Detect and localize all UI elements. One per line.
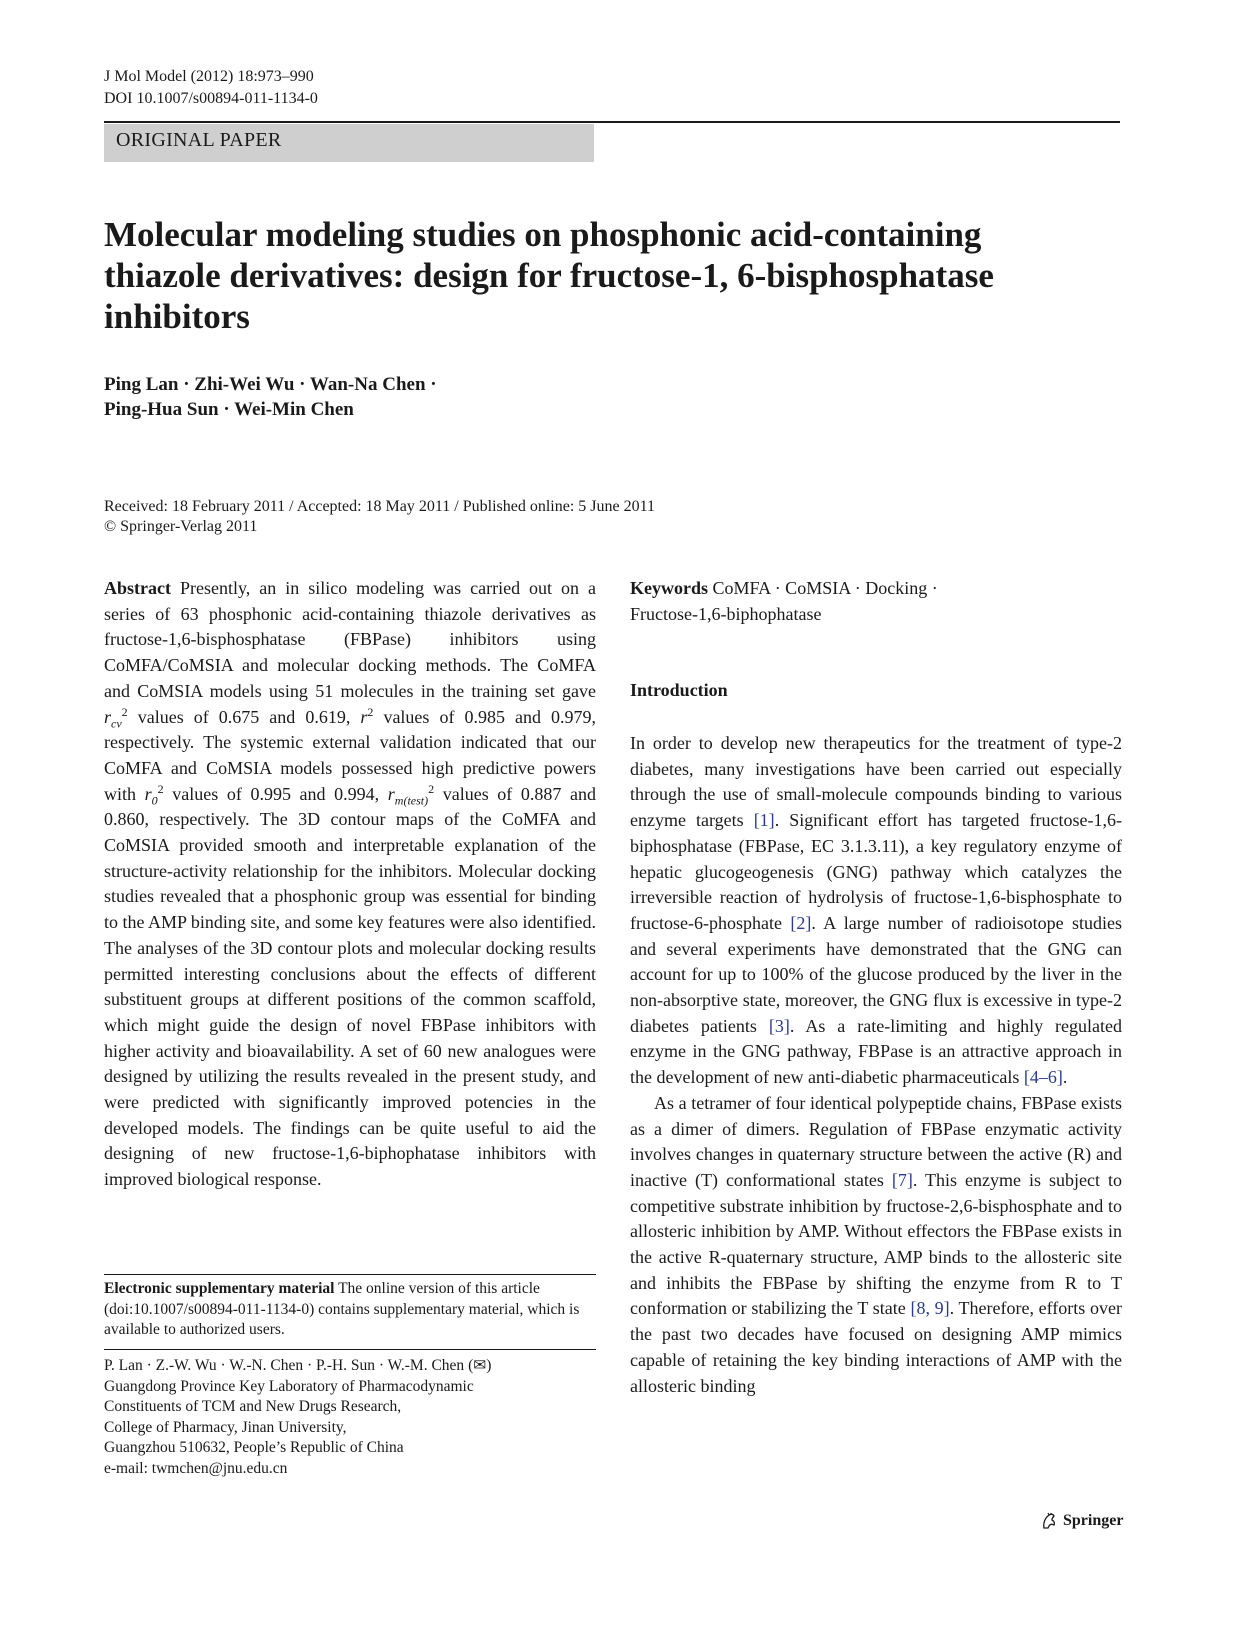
intro-text: . A large number of radioisotope studies and several experiments have demonstrated that the GNG can account for up to 100% of the glucose produced by the liver in the non-absorptive state, moreover, the GNG flux is excessive in type-2 diabetes patients <box>630 912 1123 1036</box>
citation-link[interactable]: [4–6] <box>1023 1067 1063 1088</box>
intro-text: In order to develop new therapeutics for the treatment of type-2 diabetes, many investigations have been carried out especially through the use of small-molecule compounds binding to various enzyme targets <box>630 733 1122 831</box>
citation-link[interactable]: [8, 9] <box>910 1298 950 1319</box>
abstract-text: values of 0.675 and 0.619, <box>137 706 351 727</box>
publication-dates <box>104 497 904 537</box>
author-list <box>104 372 804 422</box>
introduction-heading: Introduction <box>630 680 728 700</box>
esm-label: Electronic supplementary material <box>104 1280 335 1297</box>
intro-text: As a tetramer of four identical polypeptide chains, FBPase exists as a dimer of dimers. Regulation of FBPase enzymatic activity involves changes in quaternary structure between the active (R) and inactive (T) conformational states <box>630 1092 1122 1190</box>
abstract-text: values of 0.985 and 0.979, respectively. The systemic external validation indicated that our CoMFA and CoMSIA models possessed high predictive powers with <box>104 706 597 804</box>
intro-text: . <box>1062 1067 1068 1088</box>
math-symbol: r <box>360 706 368 727</box>
esm-rule <box>104 1274 596 1275</box>
abstract-text: values of 0.887 and 0.860, respectively. The 3D contour maps of the CoMFA and CoMSIA provided smooth and interpretable explanation of the structure-activity relationship for the inhibitors. Molecular docking studies revealed that a phosphonic group was essential for binding to the AMP binding site, and some key features were also identified. The analyses of the 3D contour plots and molecular docking results permitted interesting conclusions about the effects of different substituent groups at different positions of the common scaffold, which might guide the design of novel FBPase inhibitors with higher activity and bioavailability. A set of 60 new analogues were designed by utilizing the results revealed in the present study, and were predicted with significantly improved potencies in the developed models. The findings can be quite useful to aid the designing of new fructose-1,6-biphophatase inhibitors with improved biological response. <box>104 783 597 1190</box>
journal-citation: J Mol Model (2012) 18:973–990 <box>104 68 314 85</box>
math-symbol: r <box>144 783 152 804</box>
intro-text: . As a rate-limiting and highly regulated enzyme in the GNG pathway, FBPase is an attractive approach in the development of new anti-diabetic pharmaceuticals <box>630 1015 1122 1088</box>
math-sub: cv <box>111 716 122 731</box>
copyright: © Springer-Verlag 2011 <box>104 518 258 535</box>
section-tag: ORIGINAL PAPER <box>116 129 282 151</box>
math-sup: 2 <box>157 781 164 796</box>
affiliation-line: Constituents of TCM and New Drugs Research, <box>104 1398 402 1415</box>
publisher-logo <box>1040 1512 1123 1530</box>
math-sup: 2 <box>367 704 374 719</box>
affiliation-line: Guangzhou 510632, People’s Republic of China <box>104 1439 404 1456</box>
email[interactable]: e-mail: twmchen@jnu.edu.cn <box>104 1459 288 1477</box>
esm-text: The online version of this article (doi:10.1007/s00894-011-1134-0) contains supplementary material, which is available to authorized users. <box>104 1280 580 1338</box>
dates-line: Received: 18 February 2011 / Accepted: 18 May 2011 / Published online: 5 June 2011 <box>104 498 656 515</box>
doi: DOI 10.1007/s00894-011-1134-0 <box>104 90 318 107</box>
math-sub: 0 <box>151 793 158 808</box>
author-line: Ping Lan · Zhi-Wei Wu · Wan-Na Chen · <box>104 374 437 395</box>
math-symbol: r <box>104 706 112 727</box>
intro-text: . Significant effort has targeted fructose-1,6-biphosphatase (FBPase, EC 3.1.3.11), a key regulatory enzyme of hepatic glucogeogenesis (GNG) pathway which catalyzes the irreversible reaction of hydrolysis of fructose-1,6-bisphosphate to fructose-6-phosphate <box>630 810 1123 933</box>
citation-link[interactable]: [2] <box>790 912 812 933</box>
springer-horse-icon <box>1040 1512 1058 1530</box>
citation-link[interactable]: [1] <box>753 810 775 831</box>
affiliation-rule <box>104 1349 596 1350</box>
math-sub: m(test) <box>394 793 429 808</box>
math-sup: 2 <box>121 704 128 719</box>
abstract-text: Presently, an in silico modeling was carried out on a series of 63 phosphonic acid-containing thiazole derivatives as fructose-1,6-bisphosphatase (FBPase) inhibitors using CoMFA/CoMSIA and molecular docking methods. The CoMFA and CoMSIA models using 51 molecules in the training set gave <box>104 578 596 701</box>
intro-text: . Therefore, efforts over the past two decades have focused on designing AMP mimics capable of retaining the key binding interactions of AMP with the allosteric binding <box>630 1298 1122 1396</box>
keywords-text: CoMFA · CoMSIA · Docking · <box>712 578 938 598</box>
abstract-text: values of 0.995 and 0.994, <box>172 783 380 804</box>
keywords <box>630 576 1122 627</box>
abstract-label: Abstract <box>104 578 171 598</box>
header-rule <box>104 121 1120 123</box>
affiliation-line: Guangdong Province Key Laboratory of Pharmacodynamic <box>104 1377 474 1395</box>
keywords-text: Fructose-1,6-biphophatase <box>630 603 822 624</box>
paper-title: Molecular modeling studies on phosphonic acid-containing thiazole derivatives: design for fructose-1, 6-bisphosphatase inhibitors <box>104 215 994 336</box>
citation-link[interactable]: [3] <box>768 1015 790 1036</box>
affiliation-authors: P. Lan · Z.-W. Wu · W.-N. Chen · P.-H. Sun · W.-M. Chen <box>104 1357 465 1374</box>
envelope-icon: ✉ <box>473 1357 487 1374</box>
math-sup: 2 <box>428 781 435 796</box>
author-line: Ping-Hua Sun · Wei-Min Chen <box>104 399 354 420</box>
intro-text: . This enzyme is subject to competitive substrate inhibition by fructose-2,6-bisphosphate and to allosteric inhibition by AMP. Without effectors the FBPase exists in the active R-quaternary structure, AMP binds to the allosteric site and inhibits the FBPase by shifting the enzyme from R to T conformation or stabilizing the T state <box>630 1169 1123 1319</box>
citation-link[interactable]: [7] <box>891 1169 913 1190</box>
abstract <box>104 576 596 1193</box>
publisher-name: Springer <box>1063 1512 1124 1529</box>
math-symbol: r <box>387 783 395 804</box>
supplementary-note <box>104 1279 596 1341</box>
keywords-label: Keywords <box>630 578 708 598</box>
affiliation-line: College of Pharmacy, Jinan University, <box>104 1418 347 1436</box>
introduction-body <box>630 731 1122 1399</box>
affiliation: P. Lan · Z.-W. Wu · W.-N. Chen · P.-H. Sun · W.-M. Chen (✉) Guangdong Province Key Laboratory of Pharmacodynamic Constituents of TCM and New Drugs Research, College of Pharmacy, Jinan University, Guangzhou 510632, People’s Republic of China e-mail: twmchen@jnu.edu.cn <box>104 1356 596 1479</box>
